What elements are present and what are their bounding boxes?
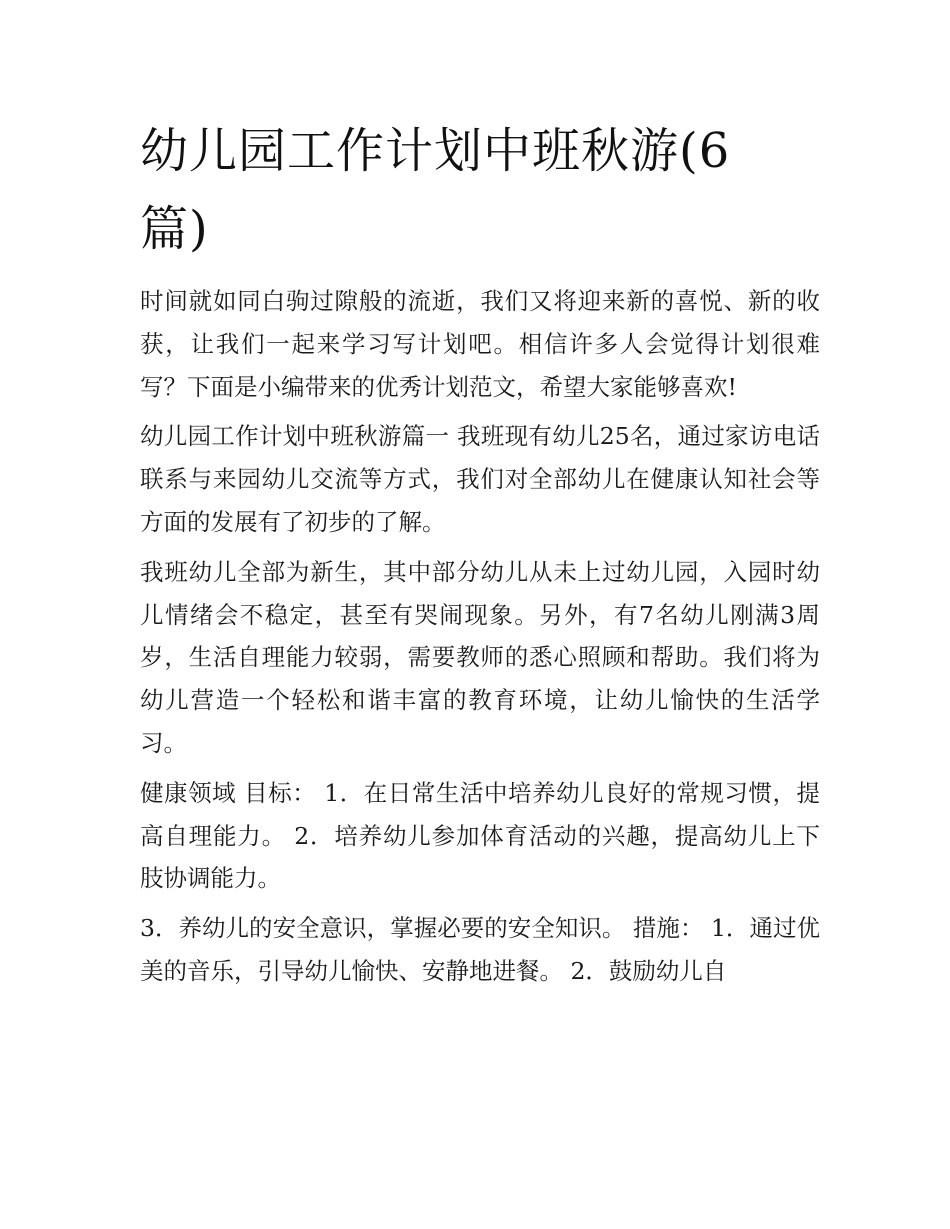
paragraph-class-overview: 幼儿园工作计划中班秋游篇一 我班现有幼儿25名，通过家访电话联系与来园幼儿交流等方式，我们对全部幼儿在健康认知社会等方面的发展有了初步的了解。 [140,422,820,536]
paragraph-class-situation: 我班幼儿全部为新生，其中部分幼儿从未上过幼儿园，入园时幼儿情绪会不稳定，甚至有哭闹现象。另外，有7名幼儿刚满3周岁，生活自理能力较弱，需要教师的悉心照顾和帮助。我们将为幼儿营造一个轻松和谐丰富的教育环境，让幼儿愉快的生活学习。 [140,557,820,757]
paragraph-intro: 时间就如同白驹过隙般的流逝，我们又将迎来新的喜悦、新的收获，让我们一起来学习写计划吧。相信许多人会觉得计划很难写？下面是小编带来的优秀计划范文，希望大家能够喜欢! [140,287,820,401]
paragraph-health-measures: 3．养幼儿的安全意识，掌握必要的安全知识。 措施： 1．通过优美的音乐，引导幼儿愉快、安静地进餐。 2．鼓励幼儿自 [140,914,820,985]
paragraph-health-goals: 健康领域 目标： 1．在日常生活中培养幼儿良好的常规习惯，提高自理能力。 2．培养幼儿参加体育活动的兴趣，提高幼儿上下肢协调能力。 [140,778,820,893]
document-title: 幼儿园工作计划中班秋游(6篇) [140,123,731,257]
document-body [140,280,820,1000]
